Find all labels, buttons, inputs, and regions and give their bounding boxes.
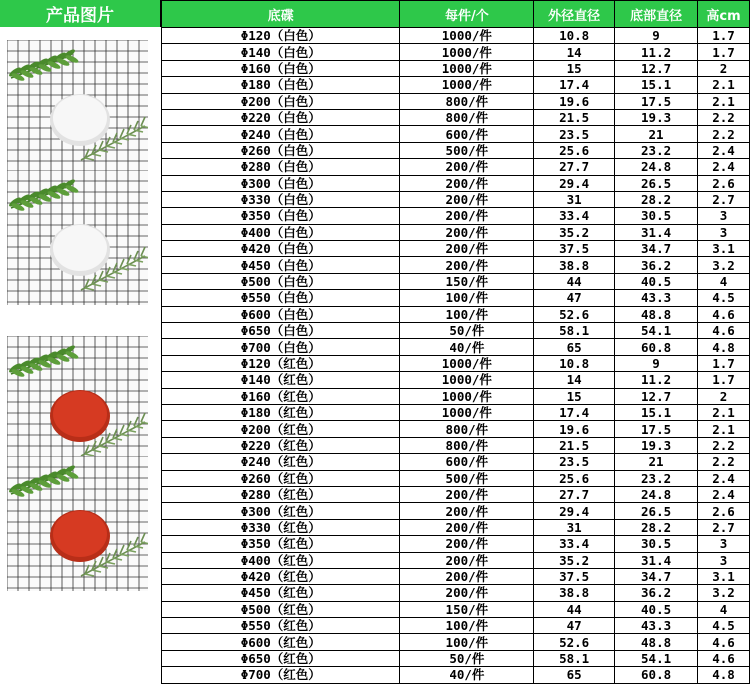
cell-bottom-diameter: 21	[615, 126, 698, 142]
cell-bottom-diameter: 31.4	[615, 224, 698, 240]
cell-per-case: 1000/件	[400, 355, 534, 371]
cell-height: 2.4	[698, 142, 750, 158]
table-row	[162, 290, 750, 306]
table-row	[162, 273, 750, 289]
cell-height: 1.7	[698, 28, 750, 44]
cell-per-case: 200/件	[400, 191, 534, 207]
cell-per-case: 50/件	[400, 323, 534, 339]
cell-base-plate: Φ120（红色）	[162, 355, 400, 371]
cell-height: 2.2	[698, 126, 750, 142]
cell-bottom-diameter: 28.2	[615, 519, 698, 535]
cell-height: 1.7	[698, 355, 750, 371]
table-row	[162, 650, 750, 666]
cell-per-case: 200/件	[400, 568, 534, 584]
cell-bottom-diameter: 15.1	[615, 404, 698, 420]
cell-outer-diameter: 15	[534, 388, 615, 404]
cell-base-plate: Φ400（红色）	[162, 552, 400, 568]
table-row	[162, 306, 750, 322]
cell-base-plate: Φ220（白色）	[162, 109, 400, 125]
cell-height: 2.6	[698, 175, 750, 191]
table-row	[162, 486, 750, 502]
cell-per-case: 150/件	[400, 601, 534, 617]
cell-per-case: 1000/件	[400, 404, 534, 420]
cell-bottom-diameter: 11.2	[615, 372, 698, 388]
red-plate-photo	[7, 456, 148, 591]
cell-height: 3.1	[698, 241, 750, 257]
cell-height: 2.1	[698, 404, 750, 420]
cell-base-plate: Φ160（白色）	[162, 60, 400, 76]
cell-base-plate: Φ330（红色）	[162, 519, 400, 535]
cell-outer-diameter: 10.8	[534, 28, 615, 44]
cell-per-case: 500/件	[400, 470, 534, 486]
cell-base-plate: Φ240（红色）	[162, 454, 400, 470]
cell-per-case: 500/件	[400, 142, 534, 158]
cell-bottom-diameter: 43.3	[615, 290, 698, 306]
cell-height: 1.7	[698, 44, 750, 60]
cell-bottom-diameter: 12.7	[615, 60, 698, 76]
cell-outer-diameter: 65	[534, 339, 615, 355]
cell-bottom-diameter: 23.2	[615, 470, 698, 486]
cell-height: 4.5	[698, 290, 750, 306]
col-header-per-case: 每件/个	[400, 1, 534, 28]
cell-height: 1.7	[698, 372, 750, 388]
cell-bottom-diameter: 34.7	[615, 568, 698, 584]
cell-base-plate: Φ140（白色）	[162, 44, 400, 60]
cell-per-case: 40/件	[400, 667, 534, 683]
cell-outer-diameter: 38.8	[534, 585, 615, 601]
cell-per-case: 1000/件	[400, 388, 534, 404]
table-row	[162, 634, 750, 650]
cell-per-case: 600/件	[400, 454, 534, 470]
cell-height: 3.2	[698, 585, 750, 601]
cell-bottom-diameter: 60.8	[615, 339, 698, 355]
cell-bottom-diameter: 30.5	[615, 208, 698, 224]
cell-outer-diameter: 52.6	[534, 634, 615, 650]
cell-base-plate: Φ260（白色）	[162, 142, 400, 158]
cell-per-case: 100/件	[400, 306, 534, 322]
table-row	[162, 241, 750, 257]
table-row	[162, 159, 750, 175]
cell-outer-diameter: 58.1	[534, 323, 615, 339]
cell-height: 2.2	[698, 454, 750, 470]
cell-outer-diameter: 17.4	[534, 404, 615, 420]
cell-base-plate: Φ400（白色）	[162, 224, 400, 240]
cell-per-case: 200/件	[400, 159, 534, 175]
cell-per-case: 200/件	[400, 224, 534, 240]
cell-per-case: 800/件	[400, 109, 534, 125]
cell-bottom-diameter: 24.8	[615, 486, 698, 502]
table-header-row	[162, 1, 750, 28]
table-row	[162, 323, 750, 339]
cell-per-case: 100/件	[400, 618, 534, 634]
cell-height: 3	[698, 224, 750, 240]
cell-bottom-diameter: 54.1	[615, 323, 698, 339]
table-row	[162, 175, 750, 191]
cell-bottom-diameter: 17.5	[615, 93, 698, 109]
table-row	[162, 585, 750, 601]
cell-base-plate: Φ700（红色）	[162, 667, 400, 683]
cell-outer-diameter: 44	[534, 601, 615, 617]
cell-per-case: 1000/件	[400, 372, 534, 388]
cell-bottom-diameter: 34.7	[615, 241, 698, 257]
cell-height: 4.6	[698, 306, 750, 322]
col-header-base-plate: 底碟	[162, 1, 400, 28]
cell-outer-diameter: 65	[534, 667, 615, 683]
cell-outer-diameter: 21.5	[534, 437, 615, 453]
cell-per-case: 800/件	[400, 421, 534, 437]
cell-base-plate: Φ350（白色）	[162, 208, 400, 224]
image-column-header: 产品图片	[0, 0, 161, 27]
cell-base-plate: Φ420（红色）	[162, 568, 400, 584]
cell-outer-diameter: 33.4	[534, 208, 615, 224]
cell-base-plate: Φ650（红色）	[162, 650, 400, 666]
cell-outer-diameter: 44	[534, 273, 615, 289]
cell-bottom-diameter: 21	[615, 454, 698, 470]
table-row	[162, 388, 750, 404]
cell-height: 2.1	[698, 77, 750, 93]
cell-base-plate: Φ600（白色）	[162, 306, 400, 322]
cell-per-case: 200/件	[400, 208, 534, 224]
cell-bottom-diameter: 31.4	[615, 552, 698, 568]
cell-per-case: 1000/件	[400, 44, 534, 60]
cell-per-case: 50/件	[400, 650, 534, 666]
spec-table	[161, 0, 750, 684]
cell-base-plate: Φ220（红色）	[162, 437, 400, 453]
table-row	[162, 109, 750, 125]
cell-per-case: 40/件	[400, 339, 534, 355]
cell-bottom-diameter: 54.1	[615, 650, 698, 666]
table-row	[162, 224, 750, 240]
cell-bottom-diameter: 9	[615, 355, 698, 371]
cell-base-plate: Φ500（红色）	[162, 601, 400, 617]
plate-illustration	[7, 170, 148, 305]
cell-base-plate: Φ300（红色）	[162, 503, 400, 519]
cell-outer-diameter: 29.4	[534, 175, 615, 191]
table-row	[162, 60, 750, 76]
cell-per-case: 200/件	[400, 552, 534, 568]
cell-height: 4.6	[698, 323, 750, 339]
cell-outer-diameter: 14	[534, 372, 615, 388]
cell-height: 2.1	[698, 93, 750, 109]
cell-outer-diameter: 37.5	[534, 241, 615, 257]
cell-per-case: 200/件	[400, 503, 534, 519]
table-row	[162, 519, 750, 535]
table-row	[162, 191, 750, 207]
table-row	[162, 44, 750, 60]
cell-base-plate: Φ240（白色）	[162, 126, 400, 142]
cell-base-plate: Φ600（红色）	[162, 634, 400, 650]
cell-bottom-diameter: 24.8	[615, 159, 698, 175]
cell-bottom-diameter: 23.2	[615, 142, 698, 158]
col-header-height: 高cm	[698, 1, 750, 28]
cell-height: 4.8	[698, 339, 750, 355]
cell-outer-diameter: 35.2	[534, 552, 615, 568]
cell-height: 4.6	[698, 634, 750, 650]
cell-bottom-diameter: 40.5	[615, 273, 698, 289]
cell-height: 2.7	[698, 191, 750, 207]
cell-bottom-diameter: 15.1	[615, 77, 698, 93]
cell-bottom-diameter: 36.2	[615, 585, 698, 601]
cell-outer-diameter: 47	[534, 290, 615, 306]
cell-base-plate: Φ200（白色）	[162, 93, 400, 109]
cell-bottom-diameter: 17.5	[615, 421, 698, 437]
cell-per-case: 200/件	[400, 175, 534, 191]
cell-outer-diameter: 31	[534, 519, 615, 535]
cell-bottom-diameter: 11.2	[615, 44, 698, 60]
cell-outer-diameter: 23.5	[534, 126, 615, 142]
cell-base-plate: Φ180（白色）	[162, 77, 400, 93]
cell-base-plate: Φ120（白色）	[162, 28, 400, 44]
cell-base-plate: Φ700（白色）	[162, 339, 400, 355]
table-row	[162, 618, 750, 634]
cell-outer-diameter: 27.7	[534, 486, 615, 502]
cell-base-plate: Φ450（白色）	[162, 257, 400, 273]
cell-bottom-diameter: 9	[615, 28, 698, 44]
cell-height: 2	[698, 388, 750, 404]
cell-height: 3	[698, 208, 750, 224]
cell-outer-diameter: 29.4	[534, 503, 615, 519]
cell-per-case: 800/件	[400, 93, 534, 109]
cell-height: 2.4	[698, 486, 750, 502]
cell-height: 2.2	[698, 109, 750, 125]
col-header-outer-diameter: 外径直径	[534, 1, 615, 28]
col-header-bottom-diameter: 底部直径	[615, 1, 698, 28]
table-row	[162, 93, 750, 109]
cell-height: 2.7	[698, 519, 750, 535]
cell-base-plate: Φ550（红色）	[162, 618, 400, 634]
white-plate-photo	[7, 40, 148, 175]
cell-outer-diameter: 58.1	[534, 650, 615, 666]
cell-outer-diameter: 52.6	[534, 306, 615, 322]
cell-base-plate: Φ650（白色）	[162, 323, 400, 339]
table-row	[162, 503, 750, 519]
cell-per-case: 200/件	[400, 585, 534, 601]
cell-outer-diameter: 23.5	[534, 454, 615, 470]
cell-per-case: 200/件	[400, 486, 534, 502]
cell-height: 3	[698, 552, 750, 568]
table-row	[162, 355, 750, 371]
table-row	[162, 568, 750, 584]
cell-per-case: 1000/件	[400, 28, 534, 44]
cell-height: 3	[698, 536, 750, 552]
cell-bottom-diameter: 12.7	[615, 388, 698, 404]
cell-bottom-diameter: 48.8	[615, 306, 698, 322]
cell-height: 4.6	[698, 650, 750, 666]
cell-outer-diameter: 14	[534, 44, 615, 60]
cell-per-case: 1000/件	[400, 60, 534, 76]
cell-outer-diameter: 25.6	[534, 142, 615, 158]
cell-height: 2.2	[698, 437, 750, 453]
cell-per-case: 100/件	[400, 634, 534, 650]
table-row	[162, 28, 750, 44]
product-image-column	[0, 0, 161, 680]
cell-per-case: 200/件	[400, 257, 534, 273]
cell-height: 2	[698, 60, 750, 76]
cell-outer-diameter: 21.5	[534, 109, 615, 125]
table-row	[162, 437, 750, 453]
cell-bottom-diameter: 30.5	[615, 536, 698, 552]
cell-base-plate: Φ420（白色）	[162, 241, 400, 257]
cell-bottom-diameter: 26.5	[615, 503, 698, 519]
table-row	[162, 667, 750, 683]
cell-base-plate: Φ260（红色）	[162, 470, 400, 486]
cell-per-case: 200/件	[400, 536, 534, 552]
cell-outer-diameter: 19.6	[534, 93, 615, 109]
cell-bottom-diameter: 43.3	[615, 618, 698, 634]
table-row	[162, 601, 750, 617]
cell-height: 3.1	[698, 568, 750, 584]
cell-outer-diameter: 27.7	[534, 159, 615, 175]
table-row	[162, 372, 750, 388]
table-row	[162, 142, 750, 158]
table-row	[162, 454, 750, 470]
table-row	[162, 257, 750, 273]
plate-illustration	[7, 336, 148, 471]
cell-height: 2.4	[698, 470, 750, 486]
cell-bottom-diameter: 60.8	[615, 667, 698, 683]
table-row	[162, 552, 750, 568]
cell-outer-diameter: 19.6	[534, 421, 615, 437]
table-row	[162, 470, 750, 486]
cell-height: 4	[698, 601, 750, 617]
cell-per-case: 200/件	[400, 519, 534, 535]
cell-bottom-diameter: 28.2	[615, 191, 698, 207]
cell-base-plate: Φ280（白色）	[162, 159, 400, 175]
white-plate-photo	[7, 170, 148, 305]
table-row	[162, 421, 750, 437]
cell-bottom-diameter: 36.2	[615, 257, 698, 273]
cell-base-plate: Φ350（红色）	[162, 536, 400, 552]
cell-base-plate: Φ280（红色）	[162, 486, 400, 502]
plate-illustration	[7, 456, 148, 591]
table-row	[162, 77, 750, 93]
cell-per-case: 100/件	[400, 290, 534, 306]
cell-bottom-diameter: 19.3	[615, 109, 698, 125]
cell-height: 4.5	[698, 618, 750, 634]
cell-outer-diameter: 47	[534, 618, 615, 634]
cell-per-case: 1000/件	[400, 77, 534, 93]
table-row	[162, 339, 750, 355]
cell-height: 4	[698, 273, 750, 289]
cell-base-plate: Φ200（红色）	[162, 421, 400, 437]
cell-per-case: 150/件	[400, 273, 534, 289]
cell-base-plate: Φ550（白色）	[162, 290, 400, 306]
cell-bottom-diameter: 40.5	[615, 601, 698, 617]
cell-outer-diameter: 33.4	[534, 536, 615, 552]
cell-per-case: 800/件	[400, 437, 534, 453]
cell-outer-diameter: 17.4	[534, 77, 615, 93]
plate-illustration	[7, 40, 148, 175]
cell-outer-diameter: 25.6	[534, 470, 615, 486]
cell-outer-diameter: 38.8	[534, 257, 615, 273]
cell-bottom-diameter: 48.8	[615, 634, 698, 650]
table-row	[162, 404, 750, 420]
cell-height: 2.1	[698, 421, 750, 437]
table-row	[162, 536, 750, 552]
cell-per-case: 600/件	[400, 126, 534, 142]
cell-per-case: 200/件	[400, 241, 534, 257]
cell-base-plate: Φ330（白色）	[162, 191, 400, 207]
table-row	[162, 208, 750, 224]
cell-base-plate: Φ300（白色）	[162, 175, 400, 191]
cell-base-plate: Φ160（红色）	[162, 388, 400, 404]
cell-height: 2.4	[698, 159, 750, 175]
cell-outer-diameter: 37.5	[534, 568, 615, 584]
cell-height: 3.2	[698, 257, 750, 273]
cell-outer-diameter: 35.2	[534, 224, 615, 240]
cell-base-plate: Φ140（红色）	[162, 372, 400, 388]
cell-height: 4.8	[698, 667, 750, 683]
cell-bottom-diameter: 19.3	[615, 437, 698, 453]
cell-height: 2.6	[698, 503, 750, 519]
table-row	[162, 126, 750, 142]
cell-outer-diameter: 10.8	[534, 355, 615, 371]
cell-outer-diameter: 15	[534, 60, 615, 76]
cell-outer-diameter: 31	[534, 191, 615, 207]
red-plate-photo	[7, 336, 148, 471]
cell-base-plate: Φ180（红色）	[162, 404, 400, 420]
cell-base-plate: Φ450（红色）	[162, 585, 400, 601]
cell-base-plate: Φ500（白色）	[162, 273, 400, 289]
cell-bottom-diameter: 26.5	[615, 175, 698, 191]
